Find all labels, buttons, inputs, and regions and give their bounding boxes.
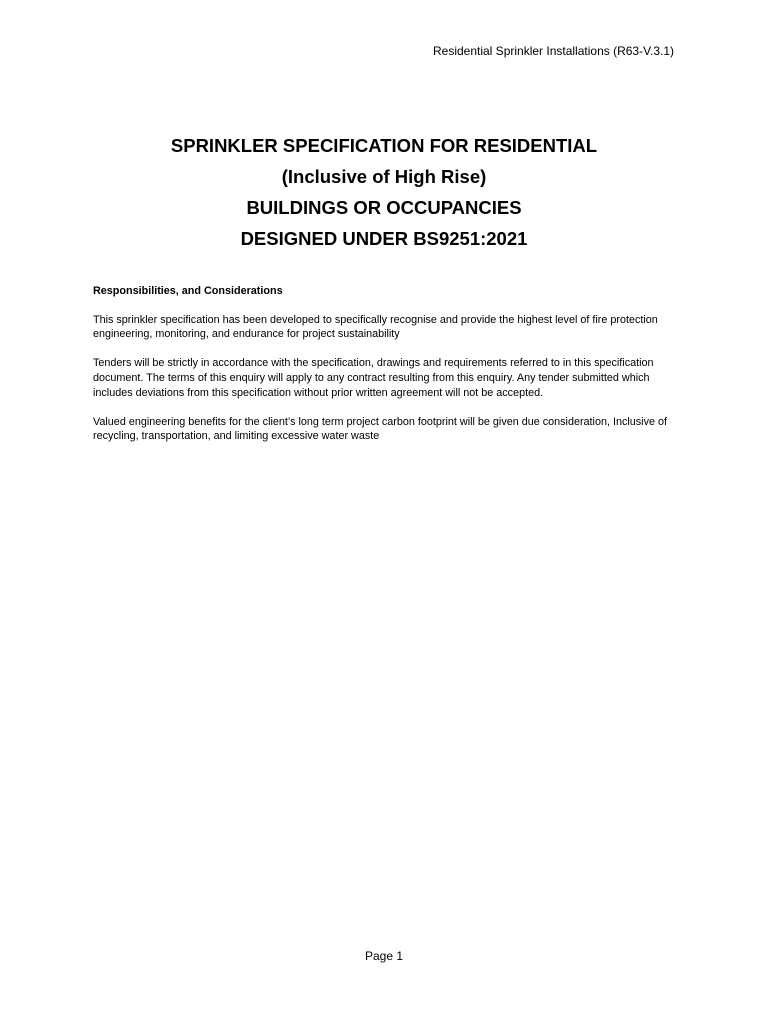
document-title bbox=[0, 130, 768, 254]
document-body bbox=[93, 284, 678, 459]
section-heading: Responsibilities, and Considerations bbox=[93, 285, 283, 297]
paragraph-tenders: Tenders will be strictly in accordance with the specification, drawings and requirements referred to in this specification document. The terms of this enquiry will apply to any contract resulting from this enquiry. Any tender submitted which includes deviations from this specification without prior written agreement will not be accepted. bbox=[93, 357, 654, 399]
title-line-4: DESIGNED UNDER BS9251:2021 bbox=[240, 228, 528, 249]
title-line-3: BUILDINGS OR OCCUPANCIES bbox=[246, 197, 522, 218]
title-line-2: (Inclusive of High Rise) bbox=[281, 166, 487, 187]
paragraph-sustainability: This sprinkler specification has been developed to specifically recognise and provide the highest level of fire protection engineering, monitoring, and endurance for project sustainability bbox=[93, 313, 658, 341]
title-line-1: SPRINKLER SPECIFICATION FOR RESIDENTIAL bbox=[170, 135, 598, 156]
paragraph-value-engineering: Valued engineering benefits for the client’s long term project carbon footprint will be given due consideration, Inclusive of recycling, transportation, and limiting excessive water waste bbox=[93, 415, 667, 443]
page-number: Page 1 bbox=[364, 949, 404, 963]
running-header: Residential Sprinkler Installations (R63-V.3.1) bbox=[432, 44, 674, 58]
